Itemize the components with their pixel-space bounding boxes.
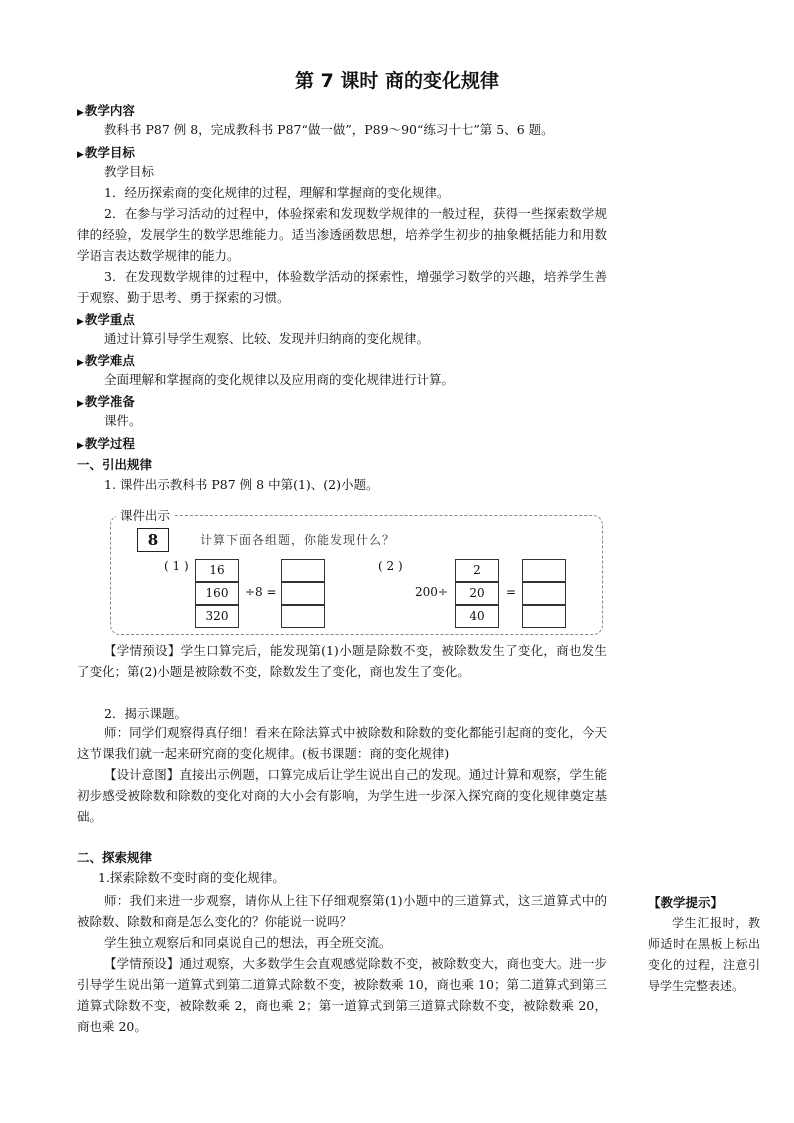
sidebar-text: 学生汇报时，教师适时在黑板上标出变化的过程，注意引导学生完整表述。 <box>648 916 760 993</box>
part1-heading: 一、引出规律 <box>77 457 153 472</box>
box-tag: 课件出示 <box>116 506 174 524</box>
group1-answer-1[interactable] <box>281 559 325 582</box>
section-label: 教学准备 <box>84 394 135 409</box>
part1-design: 【设计意图】直接出示例题，口算完成后让学生说出自己的发现。通过计算和观察，学生能初步感受被除数和除数的变化对商的大小会有影响，为学生进一步深入探究商的变化规律奠定基础。 <box>77 767 607 824</box>
part2-teacher: 师：我们来进一步观察，请你从上往下仔细观察第(1)小题中的三道算式，这三道算式中的被除数、除数和商是怎么变化的？你能说一说吗？ <box>77 893 607 929</box>
section-process-heading <box>77 434 135 452</box>
goal-subheading: 教学目标 <box>104 164 155 179</box>
group2-answer-1[interactable] <box>522 559 566 582</box>
group1-dividend-2: 160 <box>195 582 239 605</box>
goal-item-1: 1．经历探索商的变化规律的过程，理解和掌握商的变化规律。 <box>104 185 450 200</box>
section-label: 教学内容 <box>84 103 135 118</box>
group1-dividend-3: 320 <box>195 605 239 628</box>
group1-answer-2[interactable] <box>281 582 325 605</box>
part2-heading: 二、探索规律 <box>77 850 153 865</box>
group1-operator: ÷8 = <box>245 585 277 599</box>
section-goal-heading <box>77 143 135 161</box>
section-content-heading <box>77 101 135 119</box>
section-label: 教学重点 <box>84 312 135 327</box>
triangle-marker-icon: ▶ <box>77 108 84 118</box>
example-prompt: 计算下面各组题，你能发现什么？ <box>200 533 396 547</box>
group2-divisor-1: 2 <box>455 559 499 582</box>
group2-answer-2[interactable] <box>522 582 566 605</box>
group2-label: ( 2 ) <box>378 559 403 573</box>
triangle-marker-icon: ▶ <box>77 317 84 327</box>
part2-students: 学生独立观察后和同桌说自己的想法，再全班交流。 <box>104 935 392 950</box>
goal-item-2: 2．在参与学习活动的过程中，体验探索和发现数学规律的一般过程，获得一些探索数学规律的经验，发展学生的数学思维能力。适当渗透函数思想，培养学生初步的抽象概括能力和用数学语言表达数学规律的能力。 <box>77 206 607 263</box>
section-label: 教学过程 <box>84 436 135 451</box>
difficulty-text: 全面理解和掌握商的变化规律以及应用商的变化规律进行计算。 <box>104 372 455 387</box>
section-key-heading <box>77 310 135 328</box>
part1-item2: 2．揭示课题。 <box>104 706 187 721</box>
section-label: 教学难点 <box>84 353 135 368</box>
part1-item1: 1. 课件出示教科书 P87 例 8 中第(1)、(2)小题。 <box>104 477 379 492</box>
section-difficulty-heading <box>77 351 135 369</box>
prep-text: 课件。 <box>104 413 142 428</box>
example-number: 8 <box>137 528 169 552</box>
group2-operator: 200÷ <box>415 585 448 599</box>
triangle-marker-icon: ▶ <box>77 150 84 160</box>
part1-preset: 【学情预设】学生口算完后，能发现第(1)小题是除数不变，被除数发生了变化，商也发生了变化；第(2)小题是被除数不变，除数发生了变化，商也发生了变化。 <box>77 643 607 679</box>
page-title: 第 7 课时 商的变化规律 <box>294 70 500 92</box>
group2-answer-3[interactable] <box>522 605 566 628</box>
section-prep-heading <box>77 392 135 410</box>
key-text: 通过计算引导学生观察、比较、发现并归纳商的变化规律。 <box>104 331 430 346</box>
triangle-marker-icon: ▶ <box>77 441 84 451</box>
triangle-marker-icon: ▶ <box>77 358 84 368</box>
sidebar-heading: 【教学提示】 <box>648 895 724 910</box>
group1-dividend-1: 16 <box>195 559 239 582</box>
group2-divisor-3: 40 <box>455 605 499 628</box>
goal-item-3: 3．在发现数学规律的过程中，体验数学活动的探索性，增强学习数学的兴趣，培养学生善于观察、勤于思考、勇于探索的习惯。 <box>77 269 607 305</box>
part1-teacher: 师：同学们观察得真仔细！看来在除法算式中被除数和除数的变化都能引起商的变化，今天这节课我们就一起来研究商的变化规律。(板书课题：商的变化规律) <box>77 725 607 761</box>
group2-equals: = <box>506 585 517 599</box>
triangle-marker-icon: ▶ <box>77 399 84 409</box>
group1-label: ( 1 ) <box>164 559 189 573</box>
group2-divisor-2: 20 <box>455 582 499 605</box>
group1-answer-3[interactable] <box>281 605 325 628</box>
content-text: 教科书 P87 例 8，完成教科书 P87“做一做”，P89～90“练习十七”第 5、6 题。 <box>104 122 554 137</box>
part2-preset: 【学情预设】通过观察，大多数学生会直观感觉除数不变，被除数变大，商也变大。进一步引导学生说出第一道算式到第二道算式除数不变，被除数乘 10，商也乘 10；第二道算式到第三道算式除数不变，被除数乘 2，商也乘 2；第一道算式到第三道算式除数不变，被除数乘 20，商也乘 20。 <box>77 956 607 1034</box>
section-label: 教学目标 <box>84 145 135 160</box>
part2-item1: 1.探索除数不变时商的变化规律。 <box>98 870 285 885</box>
